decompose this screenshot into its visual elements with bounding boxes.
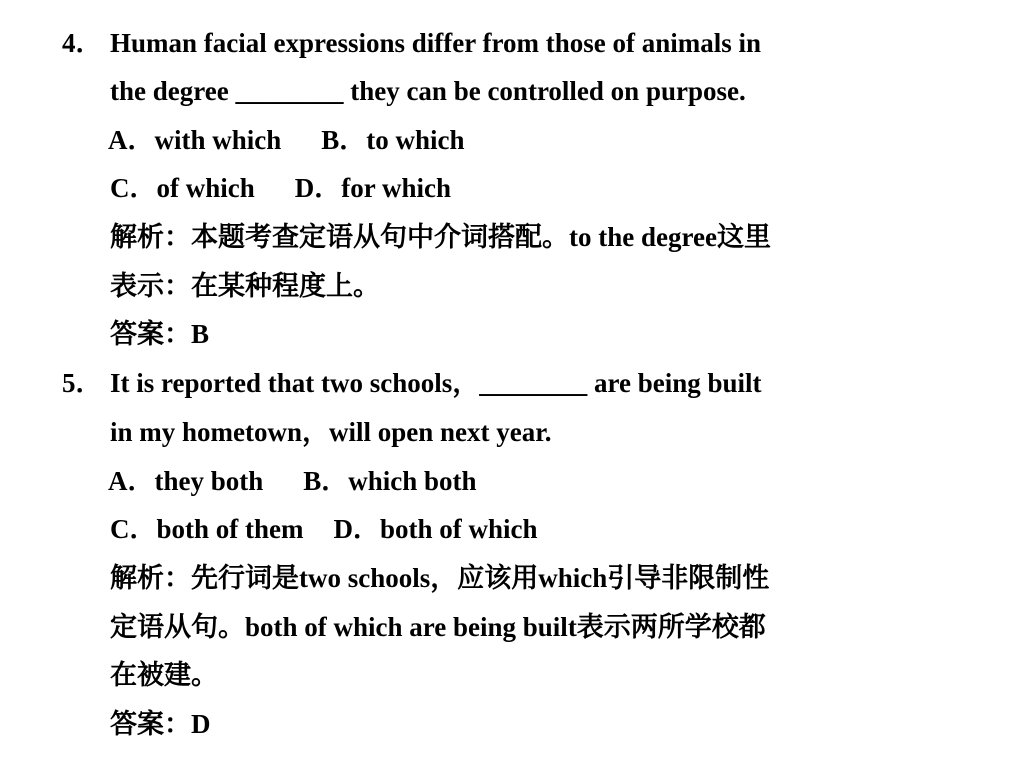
- question-4-option-c[interactable]: C．of which: [110, 173, 255, 203]
- question-5-option-d[interactable]: D．both of which: [333, 514, 538, 544]
- question-5-stem-line-2: in my hometown，will open next year.: [110, 417, 552, 447]
- question-4-option-d[interactable]: D．for which: [294, 173, 452, 203]
- question-5-stem-line-1: It is reported that two schools，________ are being built: [110, 368, 762, 398]
- question-4-stem-line-1: Human facial expressions differ from those of animals in: [110, 28, 762, 58]
- question-4-options-row-2: [110, 171, 451, 205]
- question-4-number: 4．: [62, 28, 103, 58]
- question-4-analysis-line-1: 解析：本题考查定语从句中介词搭配。to the degree这里: [110, 222, 771, 252]
- question-4-analysis-line-2: 表示：在某种程度上。: [110, 271, 380, 301]
- question-5-analysis-line-2: 定语从句。both of which are being built表示两所学校都: [110, 612, 766, 642]
- question-5-analysis-line-1: 解析：先行词是two schools，应该用which引导非限制性: [110, 563, 770, 593]
- question-4-options-row-1: [108, 123, 465, 157]
- question-4-option-b[interactable]: B．to which: [321, 125, 465, 155]
- question-5-number: 5．: [62, 368, 103, 398]
- question-5-option-b[interactable]: B．which both: [303, 466, 477, 496]
- question-5-answer: 答案：D: [110, 709, 211, 739]
- question-5-options-row-1: [108, 464, 477, 498]
- question-4-answer: 答案：B: [110, 319, 210, 349]
- question-4-stem-line-2: the degree ________ they can be controlled on purpose.: [110, 76, 746, 106]
- question-5-analysis-line-3: 在被建。: [110, 660, 218, 690]
- question-5-options-row-2: [110, 512, 538, 546]
- question-5-option-c[interactable]: C．both of them: [110, 514, 304, 544]
- question-4-option-a[interactable]: A．with which: [108, 125, 282, 155]
- question-5-option-a[interactable]: A．they both: [108, 466, 264, 496]
